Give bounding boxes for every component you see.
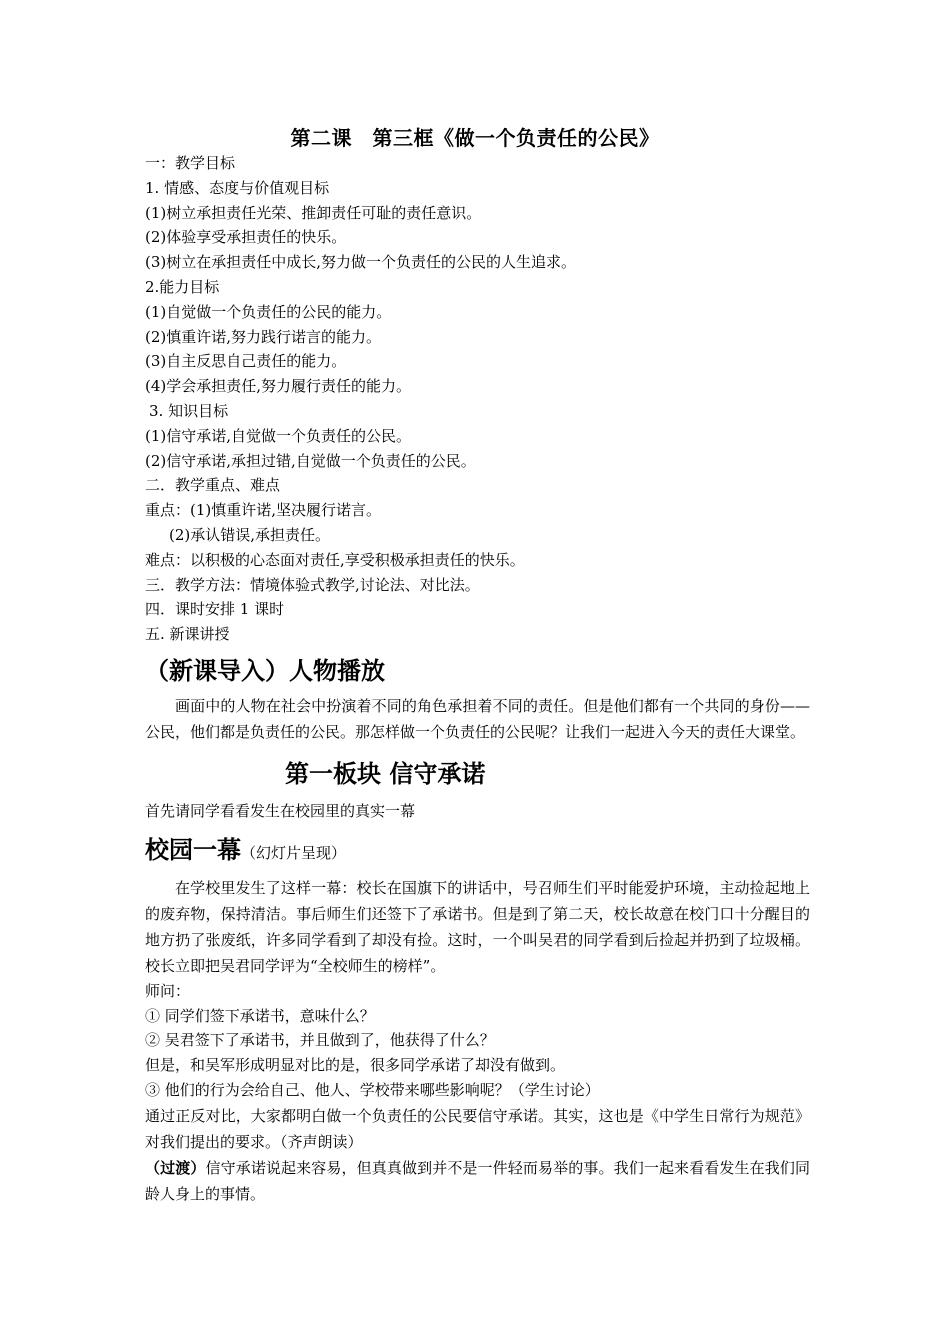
goal-ability-heading: 2.能力目标 — [145, 277, 220, 296]
question-3: ③ 他们的行为会给自己、他人、学校带来哪些影响呢？（学生讨论） — [145, 1080, 600, 1099]
goal-item: (3)树立在承担责任中成长,努力做一个负责任的公民的人生追求。 — [145, 253, 577, 272]
goal-emotion-heading: 1. 情感、态度与价值观目标 — [145, 178, 330, 197]
contrast-line: 但是，和吴军形成明显对比的是，很多同学承诺了却没有做到。 — [145, 1056, 566, 1075]
transition-text: 信守承诺说起来容易，但真真做到并不是一件轻而易举的事。我们一起来看看发生在我们同龄人身上的事情。 — [145, 1158, 810, 1203]
block1-lead: 首先请同学看看发生在校园里的真实一幕 — [145, 801, 416, 820]
question-1: ① 同学们签下承诺书，意味什么？ — [145, 1006, 375, 1025]
intro-heading: （新课导入）人物播放 — [145, 655, 385, 685]
scene-title-note: （幻灯片呈现） — [241, 843, 347, 862]
transition-label: （过渡） — [145, 1158, 206, 1177]
key-point: (2)承认错误,承担责任。 — [169, 525, 331, 544]
goal-item: (2)信守承诺,承担过错,自觉做一个负责任的公民。 — [145, 451, 476, 470]
section-teaching-goals: 一：教学目标 — [145, 154, 236, 172]
block1-heading: 第一板块 信守承诺 — [285, 758, 486, 788]
goal-item: (4)学会承担责任,努力履行责任的能力。 — [145, 377, 412, 396]
section-key-points: 二．教学重点、难点 — [145, 476, 281, 495]
goal-item: (1)信守承诺,自觉做一个负责任的公民。 — [145, 426, 412, 445]
question-2: ② 吴君签下了承诺书，并且做到了，他获得了什么？ — [145, 1031, 495, 1050]
scene-paragraph: 在学校里发生了这样一幕：校长在国旗下的讲话中，号召师生们平时能爱护环境，主动捡起地上的废弃物，保持清洁。事后师生们还签下了承诺书。但是到了第二天，校长故意在校门口十分醒目的地方扔了张废纸，许多同学看到了却没有捡。这时，一个叫吴君的同学看到后捡起并扔到了垃圾桶。校长立即把吴君同学评为“全校师生的榜样”。 — [145, 878, 810, 975]
goal-item: (2)慎重许诺,努力践行诺言的能力。 — [145, 327, 382, 346]
goal-knowledge-heading: 3. 知识目标 — [149, 401, 229, 420]
intro-paragraph: 画面中的人物在社会中扮演着不同的角色承担着不同的责任。但是他们都有一个共同的身份——公民，他们都是负责任的公民。那怎样做一个负责任的公民呢？让我们一起进入今天的责任大课堂。 — [145, 696, 810, 741]
teacher-ask: 师问： — [145, 981, 191, 1000]
summary-paragraph: 通过正反对比，大家都明白做一个负责任的公民要信守承诺。其实，这也是《中学生日常行为规范》对我们提出的要求。（齐声朗读） — [145, 1106, 810, 1151]
scene-title-main: 校园一幕 — [145, 834, 241, 864]
goal-item: (3)自主反思自己责任的能力。 — [145, 352, 347, 371]
goal-item: (2)体验享受承担责任的快乐。 — [145, 228, 347, 247]
key-point: 重点：(1)慎重许诺,坚决履行诺言。 — [145, 501, 382, 520]
goal-item: (1)树立承担责任光荣、推卸责任可耻的责任意识。 — [145, 203, 482, 222]
section-new-lesson: 五. 新课讲授 — [145, 625, 230, 644]
document-body — [145, 151, 810, 1207]
difficult-point: 难点：以积极的心态面对责任,享受积极承担责任的快乐。 — [145, 550, 525, 569]
goal-item: (1)自觉做一个负责任的公民的能力。 — [145, 302, 392, 321]
transition-paragraph — [145, 1155, 810, 1207]
page-title: 第二课 第三框《做一个负责任的公民》 — [290, 126, 660, 150]
section-schedule: 四．课时安排 1 课时 — [145, 600, 285, 619]
section-teaching-method: 三．教学方法：情境体验式教学,讨论法、对比法。 — [145, 575, 480, 594]
scene-title — [145, 828, 810, 875]
